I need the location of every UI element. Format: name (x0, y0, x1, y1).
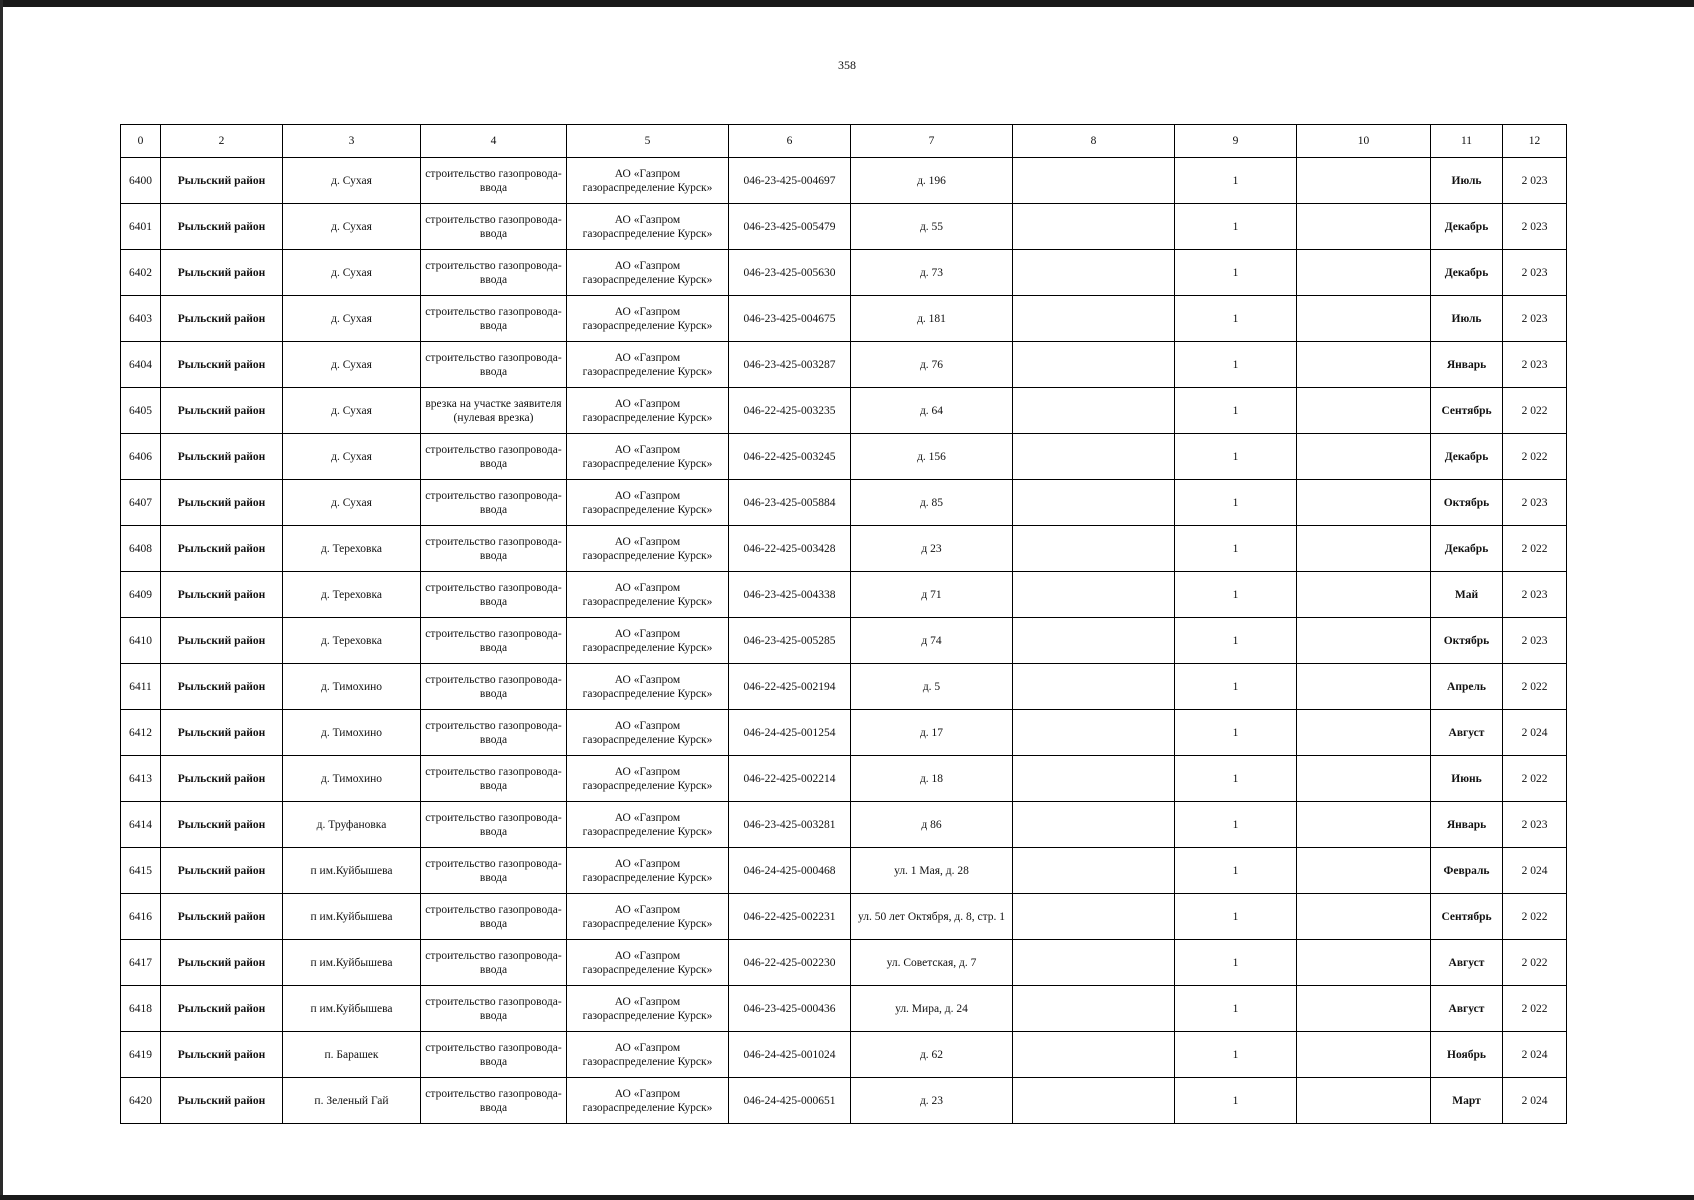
row-number-cell: 6403 (121, 296, 161, 342)
month-cell: Июль (1431, 296, 1503, 342)
quantity-cell: 1 (1175, 480, 1297, 526)
settlement-cell: п. Барашек (283, 1032, 421, 1078)
address-cell: д. 76 (851, 342, 1013, 388)
column-10-cell (1297, 204, 1431, 250)
organization-cell: АО «Газпром газораспределение Курск» (567, 618, 729, 664)
quantity-cell: 1 (1175, 434, 1297, 480)
organization-cell: АО «Газпром газораспределение Курск» (567, 940, 729, 986)
row-number-cell: 6402 (121, 250, 161, 296)
row-number-cell: 6407 (121, 480, 161, 526)
month-cell: Апрель (1431, 664, 1503, 710)
column-header-4: 4 (421, 125, 567, 158)
table-row (121, 802, 1567, 848)
application-code-cell: 046-23-425-004697 (729, 158, 851, 204)
quantity-cell: 1 (1175, 1078, 1297, 1124)
organization-cell: АО «Газпром газораспределение Курск» (567, 986, 729, 1032)
address-cell: д. 62 (851, 1032, 1013, 1078)
column-10-cell (1297, 848, 1431, 894)
row-number-cell: 6409 (121, 572, 161, 618)
settlement-cell: д. Тереховка (283, 526, 421, 572)
table-row (121, 848, 1567, 894)
application-code-cell: 046-23-425-000436 (729, 986, 851, 1032)
year-cell: 2 022 (1503, 526, 1567, 572)
organization-cell: АО «Газпром газораспределение Курск» (567, 526, 729, 572)
quantity-cell: 1 (1175, 664, 1297, 710)
settlement-cell: д. Тимохино (283, 664, 421, 710)
settlement-cell: п им.Куйбышева (283, 894, 421, 940)
column-header-9: 9 (1175, 125, 1297, 158)
month-cell: Январь (1431, 802, 1503, 848)
year-cell: 2 024 (1503, 1032, 1567, 1078)
district-cell: Рыльский район (161, 618, 283, 664)
application-code-cell: 046-24-425-000651 (729, 1078, 851, 1124)
organization-cell: АО «Газпром газораспределение Курск» (567, 158, 729, 204)
quantity-cell: 1 (1175, 250, 1297, 296)
address-cell: д. 181 (851, 296, 1013, 342)
month-cell: Сентябрь (1431, 388, 1503, 434)
column-10-cell (1297, 710, 1431, 756)
table-row (121, 1032, 1567, 1078)
month-cell: Июнь (1431, 756, 1503, 802)
organization-cell: АО «Газпром газораспределение Курск» (567, 434, 729, 480)
settlement-cell: д. Тимохино (283, 756, 421, 802)
address-cell: д. 196 (851, 158, 1013, 204)
settlement-cell: д. Сухая (283, 158, 421, 204)
organization-cell: АО «Газпром газораспределение Курск» (567, 848, 729, 894)
organization-cell: АО «Газпром газораспределение Курск» (567, 572, 729, 618)
row-number-cell: 6404 (121, 342, 161, 388)
table-row (121, 756, 1567, 802)
address-cell: д. 156 (851, 434, 1013, 480)
organization-cell: АО «Газпром газораспределение Курск» (567, 894, 729, 940)
settlement-cell: п им.Куйбышева (283, 986, 421, 1032)
table-row (121, 158, 1567, 204)
year-cell: 2 024 (1503, 710, 1567, 756)
work-type-cell: строительство газопровода-ввода (421, 572, 567, 618)
table-header (121, 125, 1567, 158)
column-8-cell (1013, 526, 1175, 572)
district-cell: Рыльский район (161, 1032, 283, 1078)
address-cell: д. 55 (851, 204, 1013, 250)
column-header-5: 5 (567, 125, 729, 158)
organization-cell: АО «Газпром газораспределение Курск» (567, 1032, 729, 1078)
district-cell: Рыльский район (161, 526, 283, 572)
quantity-cell: 1 (1175, 848, 1297, 894)
year-cell: 2 022 (1503, 664, 1567, 710)
row-number-cell: 6400 (121, 158, 161, 204)
work-type-cell: строительство газопровода-ввода (421, 1032, 567, 1078)
address-cell: ул. 1 Мая, д. 28 (851, 848, 1013, 894)
organization-cell: АО «Газпром газораспределение Курск» (567, 710, 729, 756)
column-10-cell (1297, 802, 1431, 848)
address-cell: д. 85 (851, 480, 1013, 526)
work-type-cell: строительство газопровода-ввода (421, 342, 567, 388)
application-code-cell: 046-23-425-005479 (729, 204, 851, 250)
work-type-cell: строительство газопровода-ввода (421, 618, 567, 664)
application-code-cell: 046-22-425-002214 (729, 756, 851, 802)
work-type-cell: строительство газопровода-ввода (421, 158, 567, 204)
column-8-cell (1013, 802, 1175, 848)
column-10-cell (1297, 986, 1431, 1032)
row-number-cell: 6414 (121, 802, 161, 848)
column-header-10: 10 (1297, 125, 1431, 158)
application-code-cell: 046-24-425-000468 (729, 848, 851, 894)
column-10-cell (1297, 480, 1431, 526)
table-row (121, 388, 1567, 434)
year-cell: 2 023 (1503, 250, 1567, 296)
settlement-cell: д. Сухая (283, 342, 421, 388)
month-cell: Декабрь (1431, 526, 1503, 572)
district-cell: Рыльский район (161, 894, 283, 940)
column-10-cell (1297, 940, 1431, 986)
month-cell: Февраль (1431, 848, 1503, 894)
settlement-cell: д. Тереховка (283, 572, 421, 618)
quantity-cell: 1 (1175, 756, 1297, 802)
column-8-cell (1013, 894, 1175, 940)
settlement-cell: д. Сухая (283, 480, 421, 526)
year-cell: 2 023 (1503, 204, 1567, 250)
organization-cell: АО «Газпром газораспределение Курск» (567, 756, 729, 802)
application-code-cell: 046-24-425-001254 (729, 710, 851, 756)
column-8-cell (1013, 710, 1175, 756)
work-type-cell: строительство газопровода-ввода (421, 802, 567, 848)
work-type-cell: строительство газопровода-ввода (421, 894, 567, 940)
column-10-cell (1297, 1078, 1431, 1124)
work-type-cell: строительство газопровода-ввода (421, 848, 567, 894)
scan-border-top (0, 0, 1694, 7)
work-type-cell: строительство газопровода-ввода (421, 986, 567, 1032)
column-8-cell (1013, 434, 1175, 480)
table-row (121, 710, 1567, 756)
column-10-cell (1297, 434, 1431, 480)
work-type-cell: строительство газопровода-ввода (421, 480, 567, 526)
application-code-cell: 046-22-425-003245 (729, 434, 851, 480)
registry-table (120, 124, 1567, 1124)
application-code-cell: 046-23-425-003287 (729, 342, 851, 388)
work-type-cell: врезка на участке заявителя (нулевая врезка) (421, 388, 567, 434)
work-type-cell: строительство газопровода-ввода (421, 204, 567, 250)
organization-cell: АО «Газпром газораспределение Курск» (567, 342, 729, 388)
column-header-11: 11 (1431, 125, 1503, 158)
address-cell: ул. 50 лет Октября, д. 8, стр. 1 (851, 894, 1013, 940)
work-type-cell: строительство газопровода-ввода (421, 1078, 567, 1124)
organization-cell: АО «Газпром газораспределение Курск» (567, 1078, 729, 1124)
quantity-cell: 1 (1175, 802, 1297, 848)
settlement-cell: д. Сухая (283, 434, 421, 480)
row-number-cell: 6416 (121, 894, 161, 940)
row-number-cell: 6413 (121, 756, 161, 802)
work-type-cell: строительство газопровода-ввода (421, 664, 567, 710)
row-number-cell: 6417 (121, 940, 161, 986)
quantity-cell: 1 (1175, 158, 1297, 204)
page-number: 358 (838, 58, 856, 72)
row-number-cell: 6411 (121, 664, 161, 710)
district-cell: Рыльский район (161, 342, 283, 388)
organization-cell: АО «Газпром газораспределение Курск» (567, 802, 729, 848)
year-cell: 2 023 (1503, 342, 1567, 388)
application-code-cell: 046-23-425-003281 (729, 802, 851, 848)
column-8-cell (1013, 296, 1175, 342)
month-cell: Декабрь (1431, 434, 1503, 480)
year-cell: 2 022 (1503, 388, 1567, 434)
quantity-cell: 1 (1175, 388, 1297, 434)
organization-cell: АО «Газпром газораспределение Курск» (567, 296, 729, 342)
table-row (121, 204, 1567, 250)
work-type-cell: строительство газопровода-ввода (421, 710, 567, 756)
column-8-cell (1013, 204, 1175, 250)
table-row (121, 986, 1567, 1032)
address-cell: д. 73 (851, 250, 1013, 296)
month-cell: Ноябрь (1431, 1032, 1503, 1078)
table-row (121, 664, 1567, 710)
settlement-cell: д. Сухая (283, 250, 421, 296)
quantity-cell: 1 (1175, 894, 1297, 940)
quantity-cell: 1 (1175, 710, 1297, 756)
address-cell: ул. Мира, д. 24 (851, 986, 1013, 1032)
column-10-cell (1297, 250, 1431, 296)
district-cell: Рыльский район (161, 204, 283, 250)
column-header-0: 0 (121, 125, 161, 158)
year-cell: 2 023 (1503, 618, 1567, 664)
district-cell: Рыльский район (161, 250, 283, 296)
table-row (121, 572, 1567, 618)
year-cell: 2 022 (1503, 986, 1567, 1032)
month-cell: Октябрь (1431, 618, 1503, 664)
column-header-8: 8 (1013, 125, 1175, 158)
column-8-cell (1013, 250, 1175, 296)
work-type-cell: строительство газопровода-ввода (421, 940, 567, 986)
address-cell: д. 18 (851, 756, 1013, 802)
settlement-cell: п. Зеленый Гай (283, 1078, 421, 1124)
application-code-cell: 046-23-425-004338 (729, 572, 851, 618)
month-cell: Январь (1431, 342, 1503, 388)
district-cell: Рыльский район (161, 1078, 283, 1124)
work-type-cell: строительство газопровода-ввода (421, 250, 567, 296)
column-8-cell (1013, 940, 1175, 986)
quantity-cell: 1 (1175, 296, 1297, 342)
district-cell: Рыльский район (161, 480, 283, 526)
column-10-cell (1297, 342, 1431, 388)
district-cell: Рыльский район (161, 572, 283, 618)
column-10-cell (1297, 756, 1431, 802)
quantity-cell: 1 (1175, 572, 1297, 618)
settlement-cell: п им.Куйбышева (283, 848, 421, 894)
year-cell: 2 022 (1503, 940, 1567, 986)
year-cell: 2 022 (1503, 894, 1567, 940)
application-code-cell: 046-23-425-004675 (729, 296, 851, 342)
year-cell: 2 024 (1503, 848, 1567, 894)
column-8-cell (1013, 1032, 1175, 1078)
column-header-2: 2 (161, 125, 283, 158)
work-type-cell: строительство газопровода-ввода (421, 756, 567, 802)
settlement-cell: д. Сухая (283, 296, 421, 342)
column-8-cell (1013, 756, 1175, 802)
quantity-cell: 1 (1175, 618, 1297, 664)
row-number-cell: 6405 (121, 388, 161, 434)
organization-cell: АО «Газпром газораспределение Курск» (567, 388, 729, 434)
column-10-cell (1297, 664, 1431, 710)
row-number-cell: 6418 (121, 986, 161, 1032)
settlement-cell: д. Тимохино (283, 710, 421, 756)
application-code-cell: 046-24-425-001024 (729, 1032, 851, 1078)
district-cell: Рыльский район (161, 434, 283, 480)
column-header-12: 12 (1503, 125, 1567, 158)
month-cell: Декабрь (1431, 250, 1503, 296)
row-number-cell: 6420 (121, 1078, 161, 1124)
table-body (121, 158, 1567, 1124)
column-8-cell (1013, 158, 1175, 204)
column-10-cell (1297, 894, 1431, 940)
scan-border-bottom (0, 1195, 1694, 1200)
settlement-cell: п им.Куйбышева (283, 940, 421, 986)
row-number-cell: 6401 (121, 204, 161, 250)
table-row (121, 480, 1567, 526)
table-row (121, 1078, 1567, 1124)
month-cell: Октябрь (1431, 480, 1503, 526)
column-header-6: 6 (729, 125, 851, 158)
address-cell: д. 17 (851, 710, 1013, 756)
column-10-cell (1297, 296, 1431, 342)
column-10-cell (1297, 618, 1431, 664)
address-cell: д 86 (851, 802, 1013, 848)
year-cell: 2 023 (1503, 158, 1567, 204)
row-number-cell: 6408 (121, 526, 161, 572)
quantity-cell: 1 (1175, 940, 1297, 986)
work-type-cell: строительство газопровода-ввода (421, 526, 567, 572)
year-cell: 2 023 (1503, 480, 1567, 526)
column-10-cell (1297, 388, 1431, 434)
year-cell: 2 023 (1503, 802, 1567, 848)
address-cell: д 71 (851, 572, 1013, 618)
district-cell: Рыльский район (161, 710, 283, 756)
address-cell: ул. Советская, д. 7 (851, 940, 1013, 986)
quantity-cell: 1 (1175, 204, 1297, 250)
table-row (121, 342, 1567, 388)
organization-cell: АО «Газпром газораспределение Курск» (567, 480, 729, 526)
district-cell: Рыльский район (161, 940, 283, 986)
column-header-7: 7 (851, 125, 1013, 158)
quantity-cell: 1 (1175, 342, 1297, 388)
row-number-cell: 6406 (121, 434, 161, 480)
column-8-cell (1013, 1078, 1175, 1124)
month-cell: Сентябрь (1431, 894, 1503, 940)
column-8-cell (1013, 480, 1175, 526)
organization-cell: АО «Газпром газораспределение Курск» (567, 664, 729, 710)
application-code-cell: 046-22-425-002194 (729, 664, 851, 710)
column-header-3: 3 (283, 125, 421, 158)
application-code-cell: 046-23-425-005285 (729, 618, 851, 664)
month-cell: Август (1431, 710, 1503, 756)
scan-border-left (0, 0, 3, 1200)
table-row (121, 618, 1567, 664)
address-cell: д. 64 (851, 388, 1013, 434)
district-cell: Рыльский район (161, 664, 283, 710)
work-type-cell: строительство газопровода-ввода (421, 296, 567, 342)
district-cell: Рыльский район (161, 158, 283, 204)
work-type-cell: строительство газопровода-ввода (421, 434, 567, 480)
quantity-cell: 1 (1175, 526, 1297, 572)
address-cell: д. 5 (851, 664, 1013, 710)
month-cell: Май (1431, 572, 1503, 618)
address-cell: д 23 (851, 526, 1013, 572)
column-10-cell (1297, 1032, 1431, 1078)
column-8-cell (1013, 986, 1175, 1032)
column-10-cell (1297, 526, 1431, 572)
organization-cell: АО «Газпром газораспределение Курск» (567, 250, 729, 296)
application-code-cell: 046-22-425-002231 (729, 894, 851, 940)
table-row (121, 526, 1567, 572)
quantity-cell: 1 (1175, 986, 1297, 1032)
month-cell: Июль (1431, 158, 1503, 204)
organization-cell: АО «Газпром газораспределение Курск» (567, 204, 729, 250)
settlement-cell: д. Труфановка (283, 802, 421, 848)
table-row (121, 894, 1567, 940)
district-cell: Рыльский район (161, 848, 283, 894)
month-cell: Март (1431, 1078, 1503, 1124)
table-row (121, 434, 1567, 480)
column-8-cell (1013, 618, 1175, 664)
district-cell: Рыльский район (161, 388, 283, 434)
application-code-cell: 046-23-425-005884 (729, 480, 851, 526)
quantity-cell: 1 (1175, 1032, 1297, 1078)
district-cell: Рыльский район (161, 986, 283, 1032)
year-cell: 2 024 (1503, 1078, 1567, 1124)
column-8-cell (1013, 664, 1175, 710)
application-code-cell: 046-22-425-003235 (729, 388, 851, 434)
year-cell: 2 023 (1503, 572, 1567, 618)
month-cell: Август (1431, 940, 1503, 986)
settlement-cell: д. Сухая (283, 388, 421, 434)
settlement-cell: д. Сухая (283, 204, 421, 250)
column-10-cell (1297, 572, 1431, 618)
month-cell: Декабрь (1431, 204, 1503, 250)
row-number-cell: 6410 (121, 618, 161, 664)
application-code-cell: 046-23-425-005630 (729, 250, 851, 296)
table-row (121, 250, 1567, 296)
address-cell: д 74 (851, 618, 1013, 664)
column-8-cell (1013, 388, 1175, 434)
month-cell: Август (1431, 986, 1503, 1032)
year-cell: 2 022 (1503, 434, 1567, 480)
district-cell: Рыльский район (161, 802, 283, 848)
year-cell: 2 022 (1503, 756, 1567, 802)
column-8-cell (1013, 848, 1175, 894)
address-cell: д. 23 (851, 1078, 1013, 1124)
header-row (121, 125, 1567, 158)
application-code-cell: 046-22-425-002230 (729, 940, 851, 986)
table-row (121, 296, 1567, 342)
district-cell: Рыльский район (161, 296, 283, 342)
district-cell: Рыльский район (161, 756, 283, 802)
column-8-cell (1013, 572, 1175, 618)
table-row (121, 940, 1567, 986)
row-number-cell: 6412 (121, 710, 161, 756)
year-cell: 2 023 (1503, 296, 1567, 342)
row-number-cell: 6419 (121, 1032, 161, 1078)
application-code-cell: 046-22-425-003428 (729, 526, 851, 572)
row-number-cell: 6415 (121, 848, 161, 894)
settlement-cell: д. Тереховка (283, 618, 421, 664)
column-8-cell (1013, 342, 1175, 388)
column-10-cell (1297, 158, 1431, 204)
